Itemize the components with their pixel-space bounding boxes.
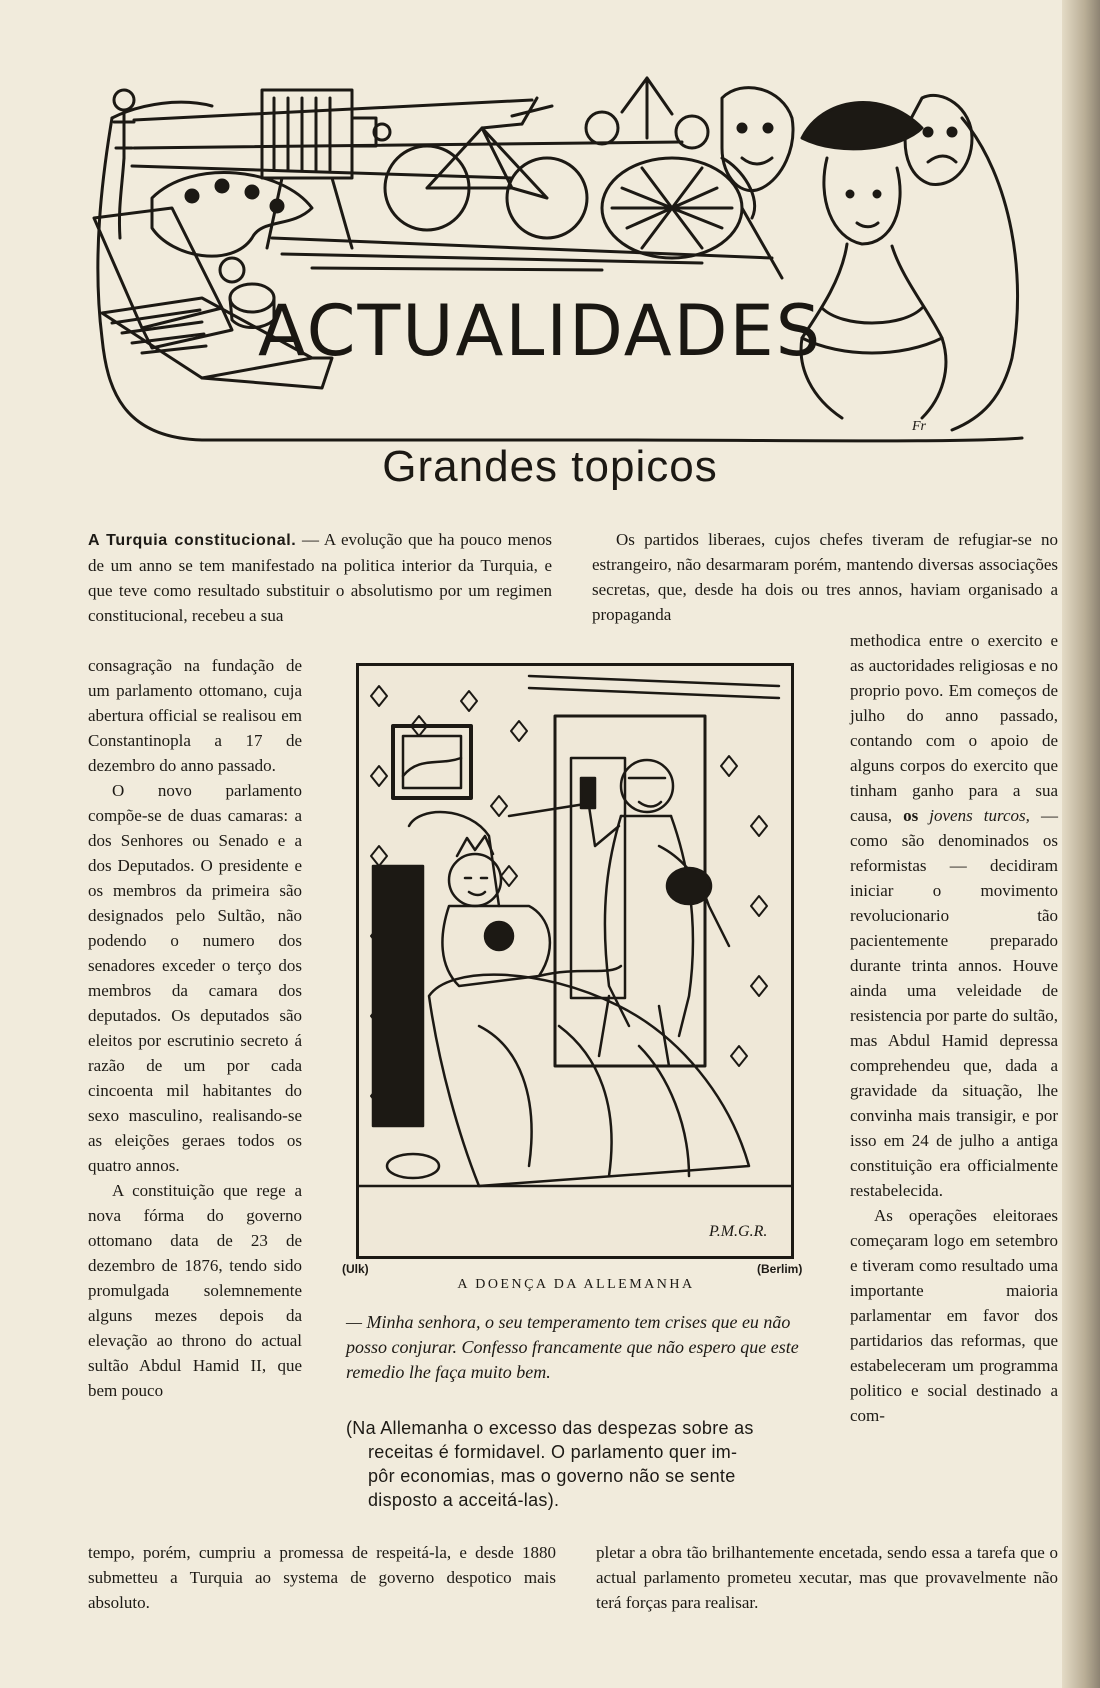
masthead-illustration: [82, 58, 1042, 450]
intro-text: — A evolução que ha pouco menos de um anno se tem manifestado na politica interior da Turquia, e que teve como resultado substituir o absolutismo por um regimen constitucional, recebeu a sua: [88, 530, 552, 625]
left-column-text: [88, 653, 302, 1403]
caption-note-line: (Na Allemanha o excesso das despezas sobre as: [346, 1418, 754, 1438]
section-lead-heading: A Turquia constitucional.: [88, 532, 297, 549]
caption-note-line: pôr economias, mas o governo não se sente: [368, 1466, 736, 1486]
cartoon-drawing: [359, 666, 791, 1256]
left-paragraph-1: consagração na fundação de um parlamento ottomano, cuja abertura official se realisou em Constantinopla a 17 de dezembro do anno passado.: [88, 656, 302, 775]
right-column-text: [850, 628, 1058, 1428]
caption-note-line: disposto a acceitá-las).: [368, 1490, 560, 1510]
caption-note-line: receitas é formidavel. O parlamento quer im-: [368, 1442, 738, 1462]
artist-signature: P.M.G.R.: [709, 1223, 768, 1240]
caption-quote: — Minha senhora, o seu temperamento tem crises que eu não posso conjurar. Confesso francamente que não espero que este remedio lhe faça muito bem.: [346, 1312, 799, 1382]
masthead-signature: Fr: [912, 419, 926, 434]
right-paragraph-1: methodica entre o exercito e as auctoridades religiosas e no proprio povo. Em começos de julho do anno passado, contando com o apoio de alguns corpos do exercito que tinham ganho para a sua causa, os jovens turcos, — como são denominados os reformistas — decidiram iniciar o movimento revolucionario tão pacientemente preparado durante trinta annos. Houve ainda uma veleidade de resistencia por parte do sultão, mas Abdul Hamid depressa comprehendeu que, dada a gravidade da situação, lhe convinha mais transigir, e por isso em 24 de julho a antiga constituição era officialmente restabelecida.: [850, 631, 1058, 1200]
credit-source-left: (Ulk): [342, 1262, 369, 1276]
masthead-drawing: [82, 58, 1042, 450]
caption-title: A DOENÇA DA ALLEMANHA: [457, 1277, 695, 1292]
masthead-title: ACTUALIDADES: [258, 290, 823, 372]
right-paragraph-2: As operações eleitoraes começaram logo em setembro e tiveram como resultado uma importante maioria parlamentar em favor dos partidarios das reformas, que estabeleceram um programma politico e social destinado a com-: [850, 1206, 1058, 1425]
right-intro-paragraph: Os partidos liberaes, cujos chefes tiveram de refugiar-se no estrangeiro, não desarmaram porém, mantendo diversas associações secretas, que, desde ha dois ou tres annos, haviam organisado a propaganda: [592, 530, 1058, 624]
left-paragraph-2: O novo parlamento compõe-se de duas camaras: a dos Senhores ou Senado e a dos Deputados. O presidente e os membros da primeira são designados pelo Sultão, não podendo o numero dos senadores exceder o terço dos membros da camara dos deputados. Os deputados são eleitos por escrutinio secreto á razão de um por cada cincoenta mil habitantes do sexo masculino, realisando-se as eleições geraes todos os quatro annos.: [88, 781, 302, 1175]
caption-note: [346, 1416, 808, 1512]
credit-source-right: (Berlim): [757, 1262, 803, 1276]
cartoon-illustration: [356, 663, 794, 1259]
left-paragraph-3: A constituição que rege a nova fórma do governo ottomano data de 23 de dezembro de 1876, tendo sido promulgada solemnemente alguns mezes depois da elevação ao throno do actual sultão Abdul Hamid II, que bem pouco: [88, 1181, 302, 1400]
intro-paragraph: [88, 527, 552, 628]
section-title: Grandes topicos: [382, 442, 718, 491]
page-edge-shadow: [1062, 0, 1100, 1688]
bottom-right-paragraph: pletar a obra tão brilhantemente encetada, sendo essa a tarefa que o actual parlamento prometeu xecutar, mas que provavelmente não terá forças para realisar.: [596, 1543, 1058, 1612]
italic-term: jovens turcos,: [929, 806, 1030, 825]
bottom-left-paragraph: tempo, porém, cumpriu a promessa de respeitá-la, e desde 1880 submetteu a Turquia ao systema de governo despotico mais absoluto.: [88, 1543, 556, 1612]
